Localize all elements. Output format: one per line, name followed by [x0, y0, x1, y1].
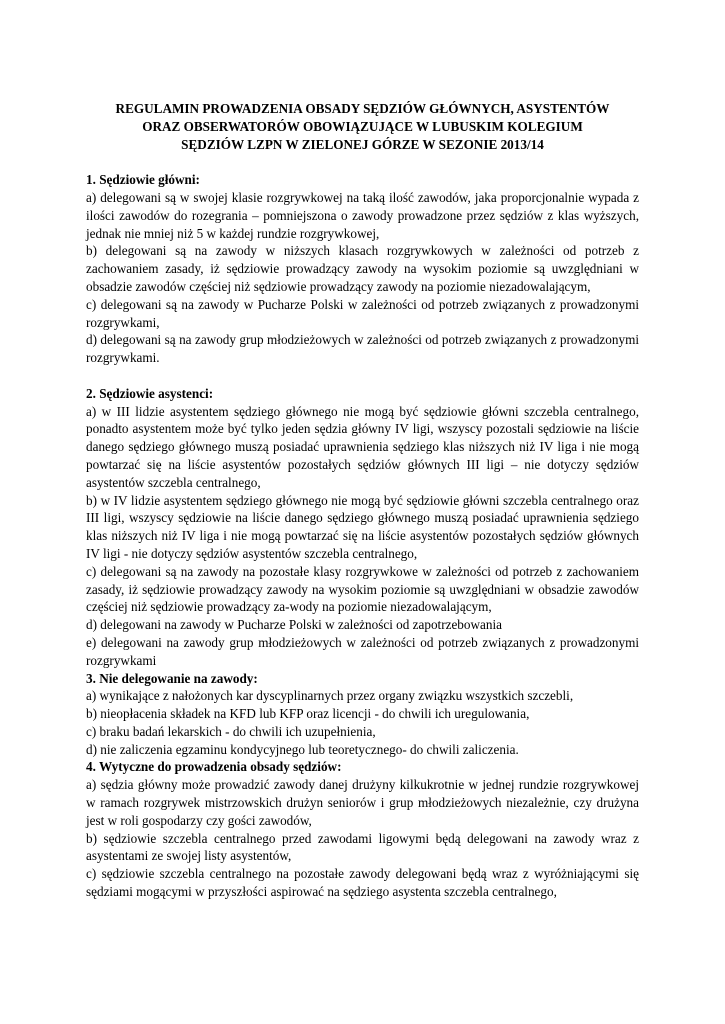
section-main-referees [86, 171, 639, 367]
section-heading: 4. Wytyczne do prowadzenia obsady sędziów: [86, 759, 342, 775]
section-item: b) delegowani są na zawody w niższych klasach rozgrywkowych w zależności od potrzeb z zachowaniem zasady, iż sędziowie prowadzący zawody na wysokim poziomie są uwzględniani w obsadzie zawodów częściej niż sędziowie prowadzący zawody na poziomie niezadowalającym, [86, 243, 639, 294]
section-heading: 3. Nie delegowanie na zawody: [86, 670, 258, 686]
section-item: a) sędzia główny może prowadzić zawody danej drużyny kilkukrotnie w jednej rundzie rozgrywkowej w ramach rozgrywek mistrzowskich drużyn seniorów i grup młodzieżowych niezależnie, czy drużyna jest w roli gospodarzy czy gości zawodów, [86, 777, 639, 828]
section-assistant-referees [86, 385, 639, 670]
section-item: b) nieopłacenia składek na KFD lub KFP oraz licencji - do chwili ich uregulowania, [86, 706, 530, 722]
section-item: b) w IV lidzie asystentem sędziego głównego nie mogą być sędziowie główni szczebla centralnego oraz III ligi, wszyscy sędziowie na liście danego sędziego głównego muszą posiadać uprawnienia sędziego klas niższych niż IV liga i nie mogą powtarzać się na liście asystentów pozostałych sędziów głównych IV ligi - nie dotyczy sędziów asystentów szczebla centralnego, [86, 492, 639, 561]
section-item: a) delegowani są w swojej klasie rozgrywkowej na taką ilość zawodów, jaka proporcjonalnie wypada z ilości zawodów do rozegrania – pomniejszona o zawody prowadzone przez sędziów z klas wyższych, jednak nie mniej niż 5 w każdej rundzie rozgrywkowej, [86, 189, 639, 241]
section-item: d) delegowani są na zawody grup młodzieżowych w zależności od potrzeb związanych z prowadzonymi rozgrywkami. [86, 332, 639, 366]
section-heading: 1. Sędziowie główni: [86, 172, 200, 188]
section-item: a) w III lidzie asystentem sędziego głównego nie mogą być sędziowie główni szczebla centralnego, ponadto asystentem może być tylko jeden sędzia główny IV ligi, wszyscy pozostali sędziowie na liście danego sędziego głównego muszą posiadać uprawnienia sędziego klas niższych niż IV liga i nie mogą powtarzać się na liście asystentów pozostałych sędziów głównych III ligi – nie dotyczy sędziów asystentów szczebla centralnego, [86, 403, 639, 490]
section-item: c) delegowani są na zawody w Pucharze Polski w zależności od potrzeb związanych z prowadzonymi rozgrywkami, [86, 296, 639, 330]
section-item: d) nie zaliczenia egzaminu kondycyjnego lub teoretycznego- do chwili zaliczenia. [86, 741, 519, 757]
section-item: a) wynikające z nałożonych kar dyscyplinarnych przez organy związku wszystkich szczebli, [86, 688, 574, 704]
section-heading: 2. Sędziowie asystenci: [86, 385, 214, 401]
section-item: d) delegowani na zawody w Pucharze Polski w zależności od zapotrzebowania [86, 617, 502, 633]
title-line: SĘDZIÓW LZPN W ZIELONEJ GÓRZE W SEZONIE 2013/14 [181, 136, 544, 152]
title-line: REGULAMIN PROWADZENIA OBSADY SĘDZIÓW GŁÓWNYCH, ASYSTENTÓW [115, 101, 610, 116]
title-line: ORAZ OBSERWATORÓW OBOWIĄZUJĄCE W LUBUSKIM KOLEGIUM [142, 118, 583, 134]
section-item: e) delegowani na zawody grup młodzieżowych w zależności od potrzeb związanych z prowadzonymi rozgrywkami [86, 634, 639, 668]
section-item: c) delegowani są na zawody na pozostałe klasy rozgrywkowe w zależności od potrzeb z zachowaniem zasady, iż sędziowie prowadzący zawody na wysokim poziomie są uwzględniani w obsadzie zawodów częściej niż sędziowie prowadzący za-wody na poziomie niezadowalającym, [86, 563, 639, 615]
section-item: b) sędziowie szczebla centralnego przed zawodami ligowymi będą delegowani na zawody wraz z asystentami ze swojej listy asystentów, [86, 830, 639, 864]
document-title [86, 100, 639, 153]
section-item: c) sędziowie szczebla centralnego na pozostałe zawody delegowani będą wraz z wyróżniającymi się sędziami mogącymi w przyszłości aspirować na sędziego asystenta szczebla centralnego, [86, 866, 639, 900]
section-no-delegation [86, 670, 639, 759]
section-guidelines [86, 758, 639, 900]
section-item: c) braku badań lekarskich - do chwili ich uzupełnienia, [86, 723, 376, 739]
